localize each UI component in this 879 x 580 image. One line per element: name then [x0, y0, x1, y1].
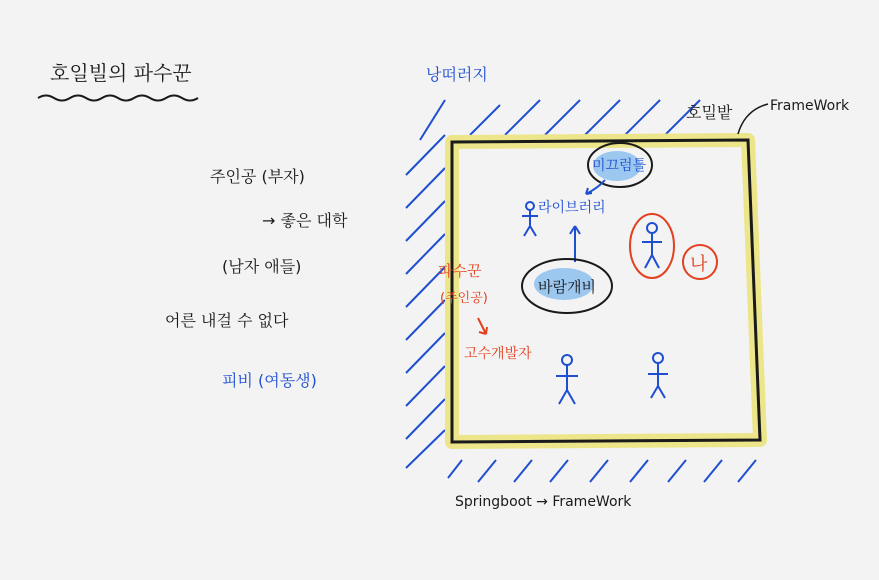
child-figure-3 [648, 353, 668, 398]
catcher-arrow [478, 318, 487, 334]
note-university: → 좋은 대학 [262, 211, 348, 230]
field-label: 호밀밭 [686, 103, 733, 122]
note-phoebe: 피비 (여동생) [222, 371, 317, 390]
library-arrow [570, 226, 580, 262]
title-underline [38, 96, 198, 101]
framework-label: FrameWork [770, 98, 850, 114]
child-figure-1 [522, 202, 538, 236]
library-label: 라이브러리 [538, 200, 606, 216]
catcher-label: 파수꾼 [438, 262, 482, 280]
framework-pointer [738, 104, 768, 134]
slide-arrow [586, 180, 605, 194]
page-title: 호일빌의 파수꾼 [50, 61, 192, 85]
pinwheel-label: 바람개비 [538, 278, 596, 296]
slide-label: 미끄럼틀 [592, 158, 647, 174]
catcher-sublabel: (주인공) [440, 291, 488, 306]
note-parents: (남자 애들) [222, 257, 302, 276]
note-protagonist: 주인공 (부자) [210, 167, 305, 186]
note-cannot-grow: 어른 내걸 수 없다 [165, 311, 289, 330]
cliff-label: 낭떠러지 [426, 65, 488, 84]
developer-label: 고수개발자 [464, 346, 532, 362]
child-figure-circled [642, 223, 662, 268]
me-label: 나 [690, 254, 708, 275]
child-figure-2 [556, 355, 578, 404]
bottom-label: Springboot → FrameWork [455, 494, 632, 510]
